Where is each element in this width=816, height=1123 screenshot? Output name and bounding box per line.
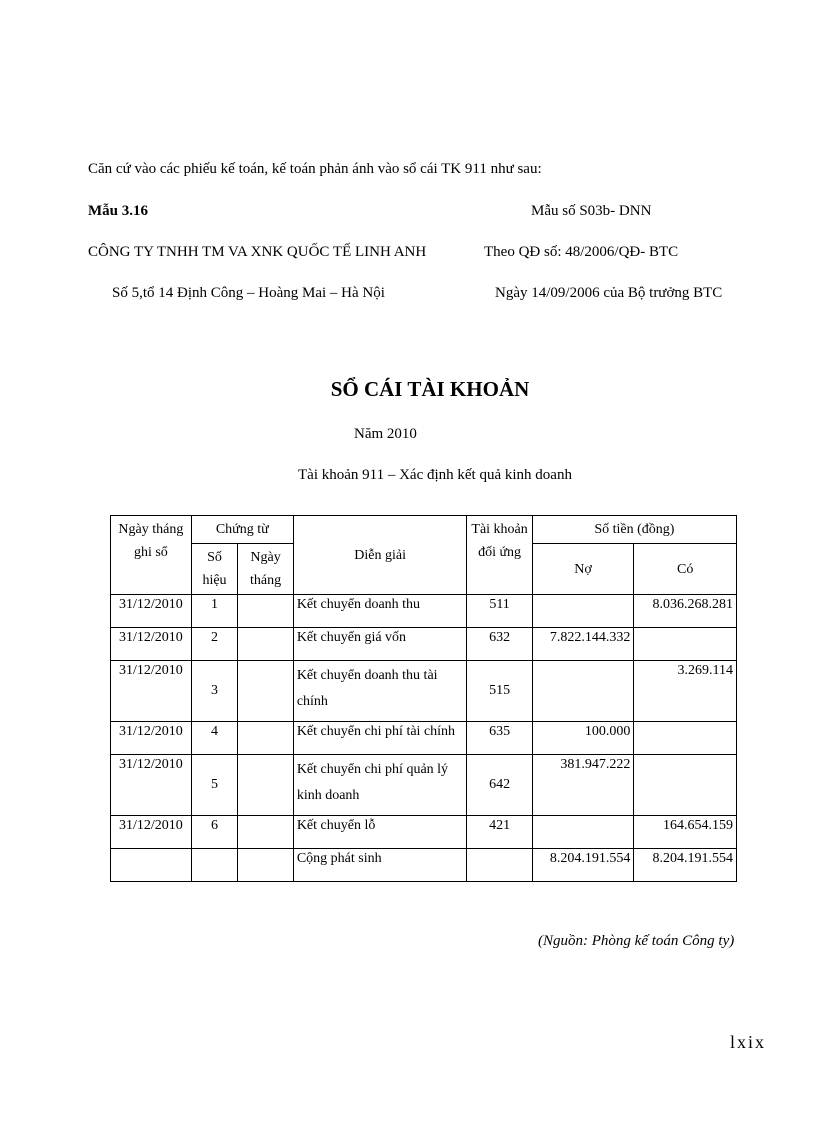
cell-voucher-date bbox=[238, 661, 294, 722]
cell-voucher-no: 6 bbox=[191, 816, 238, 849]
cell-voucher-no: 1 bbox=[191, 595, 238, 628]
cell-credit bbox=[634, 722, 737, 755]
cell-date: 31/12/2010 bbox=[111, 628, 192, 661]
header-voucher-date: Ngày tháng bbox=[238, 544, 294, 595]
cell-date: 31/12/2010 bbox=[111, 595, 192, 628]
table-row bbox=[111, 628, 737, 661]
cell-date: 31/12/2010 bbox=[111, 816, 192, 849]
cell-description: Kết chuyển chi phí tài chính bbox=[293, 722, 467, 755]
cell-account: 632 bbox=[467, 628, 532, 661]
account-name: Tài khoản 911 – Xác định kết quả kinh doanh bbox=[298, 467, 572, 483]
cell-description: Kết chuyển lỗ bbox=[293, 816, 467, 849]
cell-account: 635 bbox=[467, 722, 532, 755]
decision-ref: Theo QĐ số: 48/2006/QĐ- BTC bbox=[484, 244, 679, 260]
header-credit: Có bbox=[634, 544, 737, 595]
header-date-recorded: Ngày tháng ghi sổ bbox=[111, 516, 192, 595]
header-amount: Số tiền (đồng) bbox=[532, 516, 736, 544]
cell-voucher-no: 3 bbox=[191, 661, 238, 722]
cell-debit bbox=[532, 595, 634, 628]
header-contra-account: Tài khoản đối ứng bbox=[467, 516, 532, 595]
cell-credit: 164.654.159 bbox=[634, 816, 737, 849]
header-description: Diễn giải bbox=[293, 516, 467, 595]
cell-account: 511 bbox=[467, 595, 532, 628]
cell-description: Kết chuyển doanh thu tài chính bbox=[293, 661, 467, 722]
cell-date: 31/12/2010 bbox=[111, 722, 192, 755]
cell-debit bbox=[532, 816, 634, 849]
form-number: Mẫu số S03b- DNN bbox=[531, 203, 652, 219]
table-row bbox=[111, 661, 737, 722]
cell-empty bbox=[467, 849, 532, 882]
cell-empty bbox=[111, 849, 192, 882]
cell-voucher-date bbox=[238, 816, 294, 849]
cell-debit: 381.947.222 bbox=[532, 755, 634, 816]
cell-description: Kết chuyển chi phí quản lý kinh doanh bbox=[293, 755, 467, 816]
cell-empty bbox=[238, 849, 294, 882]
table-row bbox=[111, 755, 737, 816]
table-row bbox=[111, 816, 737, 849]
cell-debit bbox=[532, 661, 634, 722]
header-debit: Nợ bbox=[532, 544, 634, 595]
table-total-row bbox=[111, 849, 737, 882]
cell-account: 421 bbox=[467, 816, 532, 849]
cell-empty bbox=[191, 849, 238, 882]
intro-text: Căn cứ vào các phiếu kế toán, kế toán phản ánh vào sổ cái TK 911 như sau: bbox=[88, 161, 542, 177]
ledger-table bbox=[110, 515, 737, 882]
total-credit: 8.204.191.554 bbox=[634, 849, 737, 882]
decision-date: Ngày 14/09/2006 của Bộ trưởng BTC bbox=[495, 285, 723, 301]
cell-credit bbox=[634, 628, 737, 661]
cell-debit: 100.000 bbox=[532, 722, 634, 755]
cell-description: Kết chuyển giá vốn bbox=[293, 628, 467, 661]
cell-voucher-date bbox=[238, 722, 294, 755]
table-row bbox=[111, 595, 737, 628]
cell-voucher-no: 4 bbox=[191, 722, 238, 755]
cell-account: 642 bbox=[467, 755, 532, 816]
cell-voucher-date bbox=[238, 595, 294, 628]
header-voucher-no: Số hiệu bbox=[191, 544, 238, 595]
page-title: SỔ CÁI TÀI KHOẢN bbox=[330, 377, 530, 401]
cell-description: Kết chuyển doanh thu bbox=[293, 595, 467, 628]
cell-voucher-date bbox=[238, 755, 294, 816]
cell-credit bbox=[634, 755, 737, 816]
company-name: CÔNG TY TNHH TM VA XNK QUỐC TẾ LINH ANH bbox=[88, 244, 427, 260]
total-debit: 8.204.191.554 bbox=[532, 849, 634, 882]
cell-voucher-date bbox=[238, 628, 294, 661]
page-number: lxix bbox=[730, 1032, 767, 1052]
total-label: Cộng phát sinh bbox=[293, 849, 467, 882]
source-note: (Nguồn: Phòng kế toán Công ty) bbox=[538, 933, 735, 949]
cell-debit: 7.822.144.332 bbox=[532, 628, 634, 661]
cell-credit: 8.036.268.281 bbox=[634, 595, 737, 628]
cell-voucher-no: 2 bbox=[191, 628, 238, 661]
cell-date: 31/12/2010 bbox=[111, 755, 192, 816]
table-row bbox=[111, 722, 737, 755]
cell-credit: 3.269.114 bbox=[634, 661, 737, 722]
header-voucher: Chứng từ bbox=[191, 516, 293, 544]
form-label: Mẫu 3.16 bbox=[88, 203, 148, 219]
cell-account: 515 bbox=[467, 661, 532, 722]
company-address: Số 5,tổ 14 Định Công – Hoàng Mai – Hà Nội bbox=[112, 285, 385, 301]
cell-date: 31/12/2010 bbox=[111, 661, 192, 722]
ledger-year: Năm 2010 bbox=[354, 426, 417, 442]
cell-voucher-no: 5 bbox=[191, 755, 238, 816]
